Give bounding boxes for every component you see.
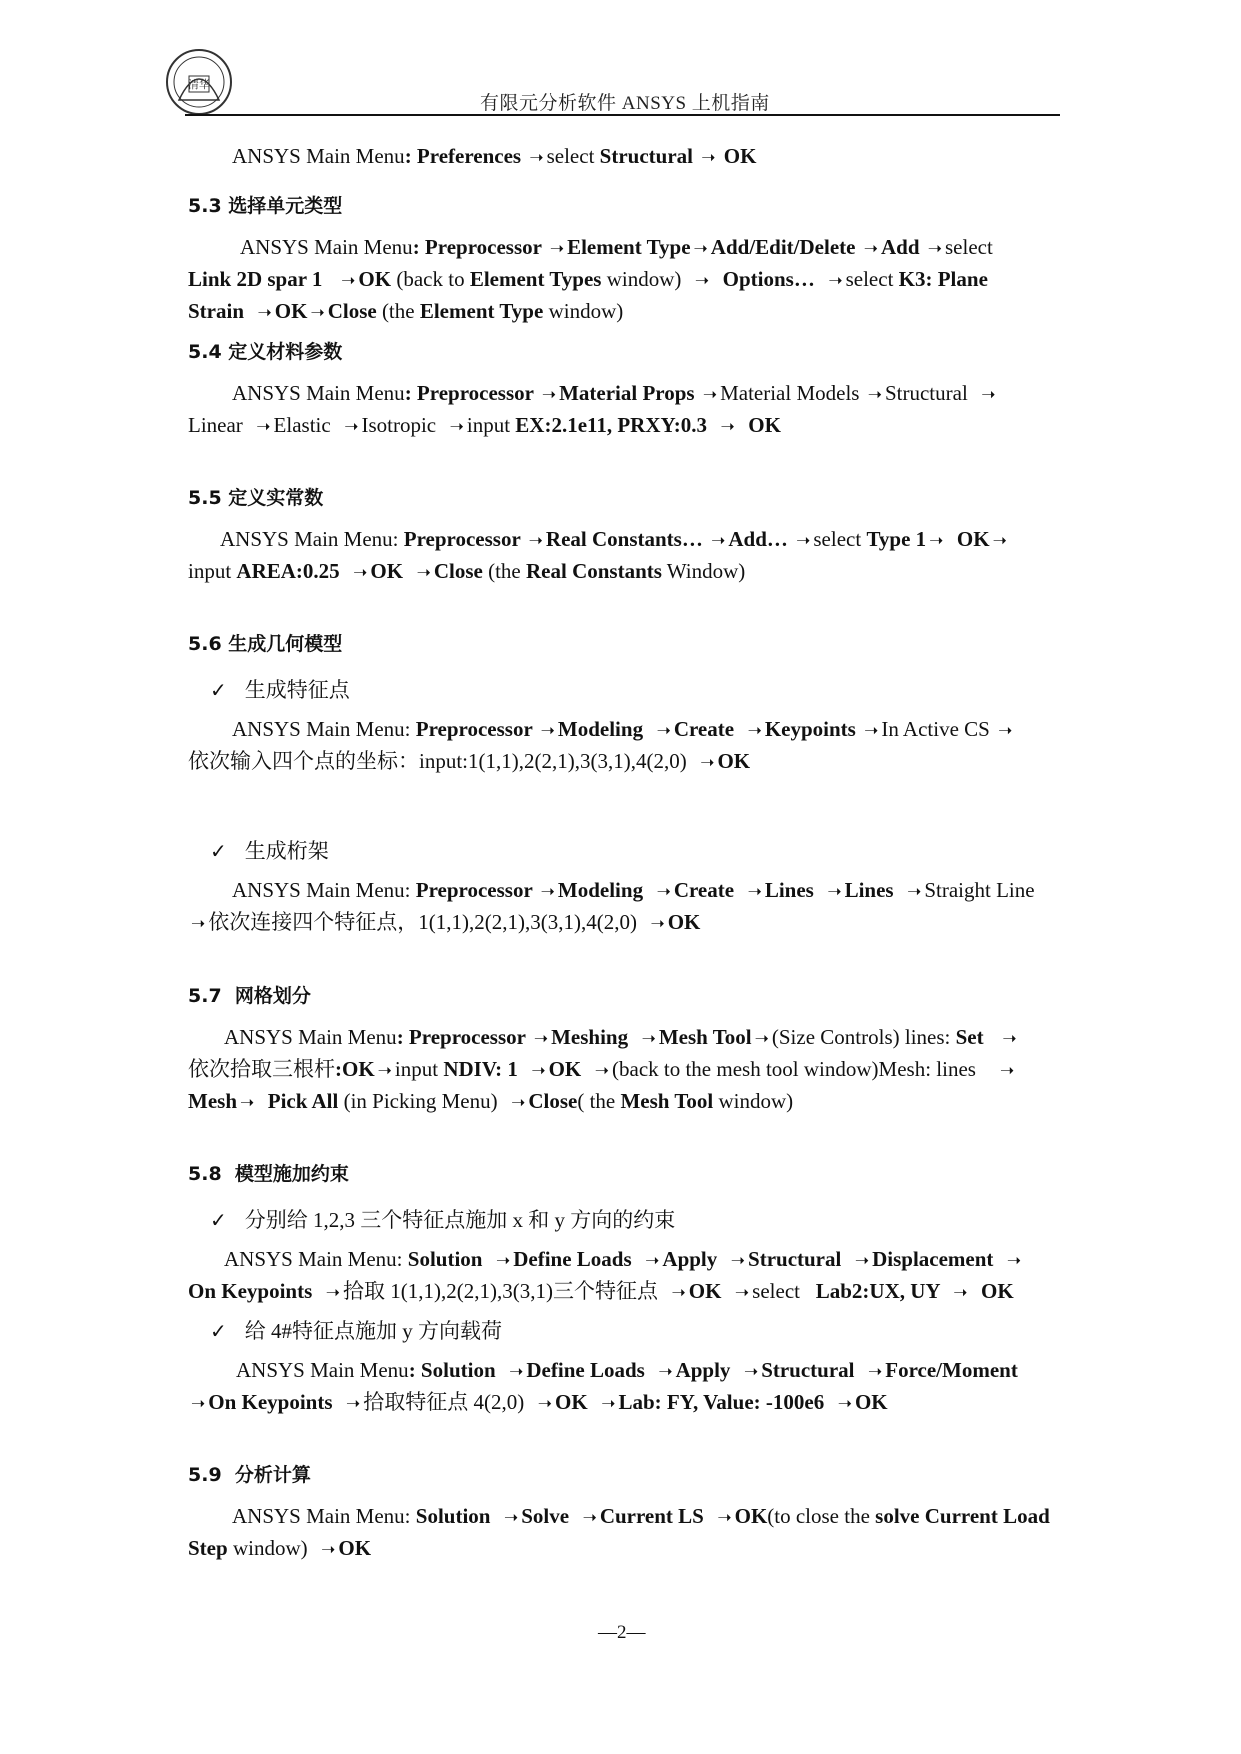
arrow-icon: ➝ bbox=[720, 417, 735, 437]
text-run: 依次拾取三根杆 bbox=[188, 1057, 335, 1081]
menu-path-keyword: Meshing bbox=[551, 1025, 639, 1049]
text-run: 依次连接四个特征点，1(1,1),2(2,1),3(3,1),4(2,0) bbox=[208, 910, 648, 934]
menu-path-keyword: Displacement bbox=[872, 1247, 1004, 1271]
text-line bbox=[232, 876, 1035, 906]
menu-path-keyword: Apply bbox=[662, 1247, 728, 1271]
arrow-icon: ➝ bbox=[953, 1283, 968, 1303]
arrow-icon: ➝ bbox=[353, 563, 368, 583]
menu-path-keyword: Pick All bbox=[257, 1089, 339, 1113]
menu-path-keyword: Set bbox=[955, 1025, 1000, 1049]
text-run: 依次输入四个点的坐标：input:1(1,1),2(2,1),3(3,1),4(2,0) bbox=[188, 749, 698, 773]
menu-path-keyword: Lines bbox=[844, 878, 905, 902]
section-heading bbox=[188, 1461, 311, 1489]
menu-path-keyword: Add bbox=[880, 235, 925, 259]
menu-path-keyword: OK bbox=[667, 910, 701, 934]
arrow-icon: ➝ bbox=[868, 1362, 883, 1382]
checkmark-icon: ✓ bbox=[210, 678, 227, 702]
menu-path-keyword: : Preprocessor bbox=[412, 235, 547, 259]
text-line bbox=[240, 233, 993, 263]
text-run: input bbox=[466, 413, 516, 437]
text-run: Isotropic bbox=[361, 413, 447, 437]
checklist-item bbox=[210, 1317, 502, 1345]
text-run: ANSYS Main Menu: bbox=[232, 717, 416, 741]
menu-path-keyword: OK bbox=[946, 527, 990, 551]
menu-path-keyword: Create bbox=[673, 717, 745, 741]
text-line bbox=[224, 1023, 1020, 1053]
arrow-icon: ➝ bbox=[796, 531, 811, 551]
page-header-title: 有限元分析软件 ANSYS 上机指南 bbox=[480, 93, 770, 114]
text-run: select bbox=[752, 1279, 816, 1303]
menu-path-keyword: Real Constants… bbox=[545, 527, 709, 551]
text-run: ANSYS Main Menu: bbox=[220, 527, 404, 551]
text-line bbox=[188, 908, 700, 938]
menu-path-keyword: Structural bbox=[748, 1247, 852, 1271]
text-run: input bbox=[394, 1057, 444, 1081]
arrow-icon: ➝ bbox=[537, 1394, 553, 1414]
arrow-icon: ➝ bbox=[754, 1029, 769, 1049]
text-run: (back to the mesh tool window)Mesh: lines bbox=[612, 1057, 997, 1081]
text-run: 5.3 选择单元类型 bbox=[188, 195, 343, 217]
text-line bbox=[188, 1087, 793, 1117]
text-line bbox=[188, 411, 781, 441]
menu-path-keyword: Type 1 bbox=[866, 527, 927, 551]
text-line bbox=[232, 379, 999, 409]
text-run: (the bbox=[376, 299, 420, 323]
menu-path-keyword: OK bbox=[737, 413, 781, 437]
menu-path-keyword: Current LS bbox=[599, 1504, 715, 1528]
menu-path-keyword: OK bbox=[358, 267, 392, 291]
arrow-icon: ➝ bbox=[656, 721, 671, 741]
text-run: Elastic bbox=[273, 413, 342, 437]
arrow-icon: ➝ bbox=[377, 1061, 392, 1081]
text-line bbox=[188, 557, 745, 587]
menu-path-keyword: Modeling bbox=[557, 878, 654, 902]
section-heading bbox=[188, 630, 342, 658]
text-line bbox=[188, 297, 623, 327]
menu-path-keyword: Options… bbox=[712, 267, 826, 291]
arrow-icon: ➝ bbox=[701, 148, 716, 168]
arrow-icon: ➝ bbox=[827, 882, 842, 902]
arrow-icon: ➝ bbox=[541, 385, 557, 405]
menu-path-keyword: OK bbox=[970, 1279, 1014, 1303]
menu-path-keyword: Lab2:UX, UY bbox=[815, 1279, 951, 1303]
text-run: 5.7 网格划分 bbox=[188, 985, 311, 1007]
text-run: Structural bbox=[884, 381, 979, 405]
section-heading bbox=[188, 192, 342, 220]
text-run: input bbox=[188, 559, 237, 583]
menu-path-keyword: Define Loads bbox=[513, 1247, 643, 1271]
text-run: select bbox=[945, 235, 993, 259]
arrow-icon: ➝ bbox=[998, 721, 1013, 741]
arrow-icon: ➝ bbox=[645, 1251, 660, 1271]
arrow-icon: ➝ bbox=[509, 1362, 524, 1382]
menu-path-keyword: Define Loads bbox=[526, 1358, 656, 1382]
menu-path-keyword: OK bbox=[274, 299, 308, 323]
arrow-icon: ➝ bbox=[191, 1394, 206, 1414]
menu-path-keyword: OK bbox=[734, 1504, 768, 1528]
arrow-icon: ➝ bbox=[529, 148, 544, 168]
text-run: (Size Controls) lines: bbox=[771, 1025, 956, 1049]
arrow-icon: ➝ bbox=[346, 1394, 361, 1414]
arrow-icon: ➝ bbox=[344, 417, 359, 437]
arrow-icon: ➝ bbox=[747, 721, 762, 741]
menu-path-keyword: On Keypoints bbox=[208, 1390, 344, 1414]
checkmark-icon: ✓ bbox=[210, 1208, 227, 1232]
menu-path-keyword: Preprocessor bbox=[403, 527, 526, 551]
arrow-icon: ➝ bbox=[743, 1362, 759, 1382]
menu-path-keyword: OK bbox=[717, 749, 751, 773]
text-line bbox=[232, 1502, 1050, 1532]
text-run: 5.9 分析计算 bbox=[188, 1464, 311, 1486]
menu-path-keyword: Apply bbox=[675, 1358, 741, 1382]
menu-path-keyword: Lines bbox=[764, 878, 825, 902]
menu-path-keyword: : Preferences bbox=[404, 144, 527, 168]
text-run: window) bbox=[601, 267, 692, 291]
text-line bbox=[188, 747, 750, 777]
text-run: ANSYS Main Menu: bbox=[232, 1504, 416, 1528]
text-line bbox=[220, 525, 1010, 555]
menu-path-keyword: OK bbox=[548, 1057, 592, 1081]
menu-path-keyword: Mesh bbox=[188, 1089, 237, 1113]
menu-path-keyword: Solution bbox=[407, 1247, 493, 1271]
arrow-icon: ➝ bbox=[341, 271, 356, 291]
text-run: ANSYS Main Menu bbox=[232, 381, 405, 405]
arrow-icon: ➝ bbox=[1006, 1251, 1022, 1271]
menu-path-keyword: Element Type bbox=[419, 299, 544, 323]
arrow-icon: ➝ bbox=[528, 531, 543, 551]
logo-lettering: 清华 bbox=[188, 78, 210, 91]
text-run: 5.4 定义材料参数 bbox=[188, 341, 343, 363]
text-run: 5.6 生成几何模型 bbox=[188, 633, 343, 655]
arrow-icon: ➝ bbox=[601, 1394, 616, 1414]
menu-path-keyword: Material Props bbox=[559, 381, 700, 405]
text-run: ANSYS Main Menu bbox=[232, 144, 405, 168]
arrow-icon: ➝ bbox=[531, 1061, 546, 1081]
arrow-icon: ➝ bbox=[694, 271, 710, 291]
arrow-icon: ➝ bbox=[864, 721, 879, 741]
text-run: 生成特征点 bbox=[244, 678, 350, 702]
arrow-icon: ➝ bbox=[927, 239, 942, 259]
text-run: 分别给 1,2,3 三个特征点施加 x 和 y 方向的约束 bbox=[244, 1208, 676, 1232]
arrow-icon: ➝ bbox=[658, 1362, 673, 1382]
arrow-icon: ➝ bbox=[495, 1251, 511, 1271]
arrow-icon: ➝ bbox=[533, 1029, 549, 1049]
menu-path-keyword: Element Types bbox=[469, 267, 602, 291]
menu-path-keyword: On Keypoints bbox=[188, 1279, 323, 1303]
text-run: ANSYS Main Menu: bbox=[224, 1247, 408, 1271]
arrow-icon: ➝ bbox=[582, 1508, 597, 1528]
arrow-icon: ➝ bbox=[416, 563, 431, 583]
section-heading bbox=[188, 982, 311, 1010]
menu-path-keyword: Element Type bbox=[567, 235, 691, 259]
menu-path-keyword: Lab: FY, Value: -100e6 bbox=[618, 1390, 835, 1414]
arrow-icon: ➝ bbox=[999, 1061, 1015, 1081]
menu-path-keyword: Force/Moment bbox=[885, 1358, 1018, 1382]
arrow-icon: ➝ bbox=[907, 882, 922, 902]
menu-path-keyword: OK bbox=[370, 559, 414, 583]
menu-path-keyword: Mesh Tool bbox=[658, 1025, 752, 1049]
text-run: ANSYS Main Menu bbox=[236, 1358, 409, 1382]
text-run: select bbox=[546, 144, 600, 168]
section-heading bbox=[188, 338, 342, 366]
arrow-icon: ➝ bbox=[503, 1508, 519, 1528]
text-run: ANSYS Main Menu bbox=[224, 1025, 397, 1049]
menu-path-keyword: OK bbox=[718, 144, 757, 168]
menu-path-keyword: Strain bbox=[188, 299, 255, 323]
arrow-icon: ➝ bbox=[540, 882, 555, 902]
text-run: (the bbox=[482, 559, 526, 583]
menu-path-keyword: Keypoints bbox=[764, 717, 862, 741]
menu-path-keyword: OK bbox=[688, 1279, 732, 1303]
menu-path-keyword: Real Constants bbox=[526, 559, 662, 583]
checkmark-icon: ✓ bbox=[210, 1319, 227, 1343]
section-heading bbox=[188, 1160, 349, 1188]
arrow-icon: ➝ bbox=[693, 239, 708, 259]
arrow-icon: ➝ bbox=[700, 753, 715, 773]
arrow-icon: ➝ bbox=[671, 1283, 686, 1303]
arrow-icon: ➝ bbox=[711, 531, 726, 551]
menu-path-keyword: Mesh Tool bbox=[620, 1089, 714, 1113]
text-run bbox=[693, 144, 698, 168]
menu-path-keyword: Create bbox=[673, 878, 745, 902]
menu-path-keyword: OK bbox=[338, 1536, 372, 1560]
menu-path-keyword: : Preprocessor bbox=[396, 1025, 531, 1049]
menu-path-keyword: OK bbox=[854, 1390, 888, 1414]
text-run: Straight Line bbox=[924, 878, 1035, 902]
arrow-icon: ➝ bbox=[730, 1251, 746, 1271]
menu-path-keyword: Link 2D spar 1 bbox=[188, 267, 339, 291]
arrow-icon: ➝ bbox=[257, 303, 272, 323]
text-line bbox=[188, 265, 988, 295]
text-line bbox=[188, 1277, 1014, 1307]
text-run: 拾取 1(1,1),2(2,1),3(3,1)三个特征点 bbox=[343, 1279, 669, 1303]
text-run: In Active CS bbox=[881, 717, 996, 741]
arrow-icon: ➝ bbox=[449, 417, 464, 437]
text-run: 拾取特征点 4(2,0) bbox=[363, 1390, 535, 1414]
arrow-icon: ➝ bbox=[828, 271, 843, 291]
menu-path-keyword: solve Current Load bbox=[875, 1504, 1050, 1528]
arrow-icon: ➝ bbox=[981, 385, 996, 405]
checkmark-icon: ✓ bbox=[210, 839, 227, 863]
text-line bbox=[188, 1388, 888, 1418]
text-line bbox=[232, 142, 756, 172]
arrow-icon: ➝ bbox=[650, 914, 665, 934]
text-line bbox=[232, 715, 1015, 745]
menu-path-keyword: Add/Edit/Delete bbox=[710, 235, 861, 259]
arrow-icon: ➝ bbox=[656, 882, 671, 902]
text-run: Linear bbox=[188, 413, 254, 437]
text-run: 给 4#特征点施加 y 方向载荷 bbox=[244, 1319, 503, 1343]
arrow-icon: ➝ bbox=[992, 531, 1007, 551]
arrow-icon: ➝ bbox=[240, 1093, 255, 1113]
page-number: —2— bbox=[598, 1622, 646, 1643]
arrow-icon: ➝ bbox=[867, 385, 882, 405]
arrow-icon: ➝ bbox=[863, 239, 878, 259]
menu-path-keyword: NDIV: 1 bbox=[443, 1057, 529, 1081]
text-line bbox=[236, 1356, 1018, 1386]
menu-path-keyword: Structural bbox=[599, 144, 693, 168]
menu-path-keyword: Close bbox=[433, 559, 483, 583]
arrow-icon: ➝ bbox=[325, 1283, 341, 1303]
menu-path-keyword: Preprocessor bbox=[415, 878, 538, 902]
arrow-icon: ➝ bbox=[734, 1283, 750, 1303]
arrow-icon: ➝ bbox=[641, 1029, 656, 1049]
menu-path-keyword: EX:2.1e11, PRXY:0.3 bbox=[515, 413, 718, 437]
text-line bbox=[188, 1055, 1017, 1085]
text-run: 5.5 定义实常数 bbox=[188, 487, 324, 509]
text-run: 5.8 模型施加约束 bbox=[188, 1163, 349, 1185]
text-run: (in Picking Menu) bbox=[338, 1089, 509, 1113]
menu-path-keyword: Close bbox=[528, 1089, 578, 1113]
arrow-icon: ➝ bbox=[929, 531, 944, 551]
text-line bbox=[188, 1534, 371, 1564]
text-run: window) bbox=[543, 299, 624, 323]
arrow-icon: ➝ bbox=[702, 385, 718, 405]
text-run: window) bbox=[713, 1089, 794, 1113]
arrow-icon: ➝ bbox=[549, 239, 565, 259]
menu-path-keyword: Structural bbox=[761, 1358, 866, 1382]
arrow-icon: ➝ bbox=[191, 914, 206, 934]
text-run: 生成桁架 bbox=[244, 839, 329, 863]
text-run: select bbox=[845, 267, 899, 291]
menu-path-keyword: :OK bbox=[335, 1057, 375, 1081]
arrow-icon: ➝ bbox=[837, 1394, 852, 1414]
arrow-icon: ➝ bbox=[511, 1093, 526, 1113]
menu-path-keyword: OK bbox=[555, 1390, 599, 1414]
arrow-icon: ➝ bbox=[310, 303, 325, 323]
text-run: (to close the bbox=[767, 1504, 876, 1528]
arrow-icon: ➝ bbox=[854, 1251, 870, 1271]
text-line bbox=[224, 1245, 1024, 1275]
menu-path-keyword: Preprocessor bbox=[415, 717, 538, 741]
menu-path-keyword: Modeling bbox=[557, 717, 654, 741]
arrow-icon: ➝ bbox=[256, 417, 271, 437]
checklist-item bbox=[210, 1206, 675, 1234]
arrow-icon: ➝ bbox=[1002, 1029, 1017, 1049]
checklist-item bbox=[210, 837, 329, 865]
menu-path-keyword: : Solution bbox=[408, 1358, 507, 1382]
section-heading bbox=[188, 484, 323, 512]
header-divider bbox=[185, 114, 1060, 116]
text-run: Window) bbox=[661, 559, 746, 583]
arrow-icon: ➝ bbox=[594, 1061, 609, 1081]
text-run: (back to bbox=[391, 267, 470, 291]
menu-path-keyword: Close bbox=[327, 299, 377, 323]
menu-path-keyword: K3: Plane bbox=[898, 267, 988, 291]
university-seal-logo bbox=[165, 48, 233, 116]
menu-path-keyword: Step bbox=[188, 1536, 228, 1560]
text-run: ANSYS Main Menu bbox=[240, 235, 413, 259]
arrow-icon: ➝ bbox=[540, 721, 555, 741]
menu-path-keyword: Solution bbox=[415, 1504, 501, 1528]
checklist-item bbox=[210, 676, 350, 704]
arrow-icon: ➝ bbox=[747, 882, 762, 902]
arrow-icon: ➝ bbox=[321, 1540, 336, 1560]
text-run: select bbox=[813, 527, 867, 551]
text-run: Material Models bbox=[720, 381, 865, 405]
text-run: window) bbox=[227, 1536, 319, 1560]
menu-path-keyword: : Preprocessor bbox=[404, 381, 539, 405]
arrow-icon: ➝ bbox=[717, 1508, 732, 1528]
text-run: ( the bbox=[577, 1089, 621, 1113]
menu-path-keyword: AREA:0.25 bbox=[236, 559, 351, 583]
menu-path-keyword: Solve bbox=[521, 1504, 580, 1528]
text-run: ANSYS Main Menu: bbox=[232, 878, 416, 902]
menu-path-keyword: Add… bbox=[728, 527, 794, 551]
